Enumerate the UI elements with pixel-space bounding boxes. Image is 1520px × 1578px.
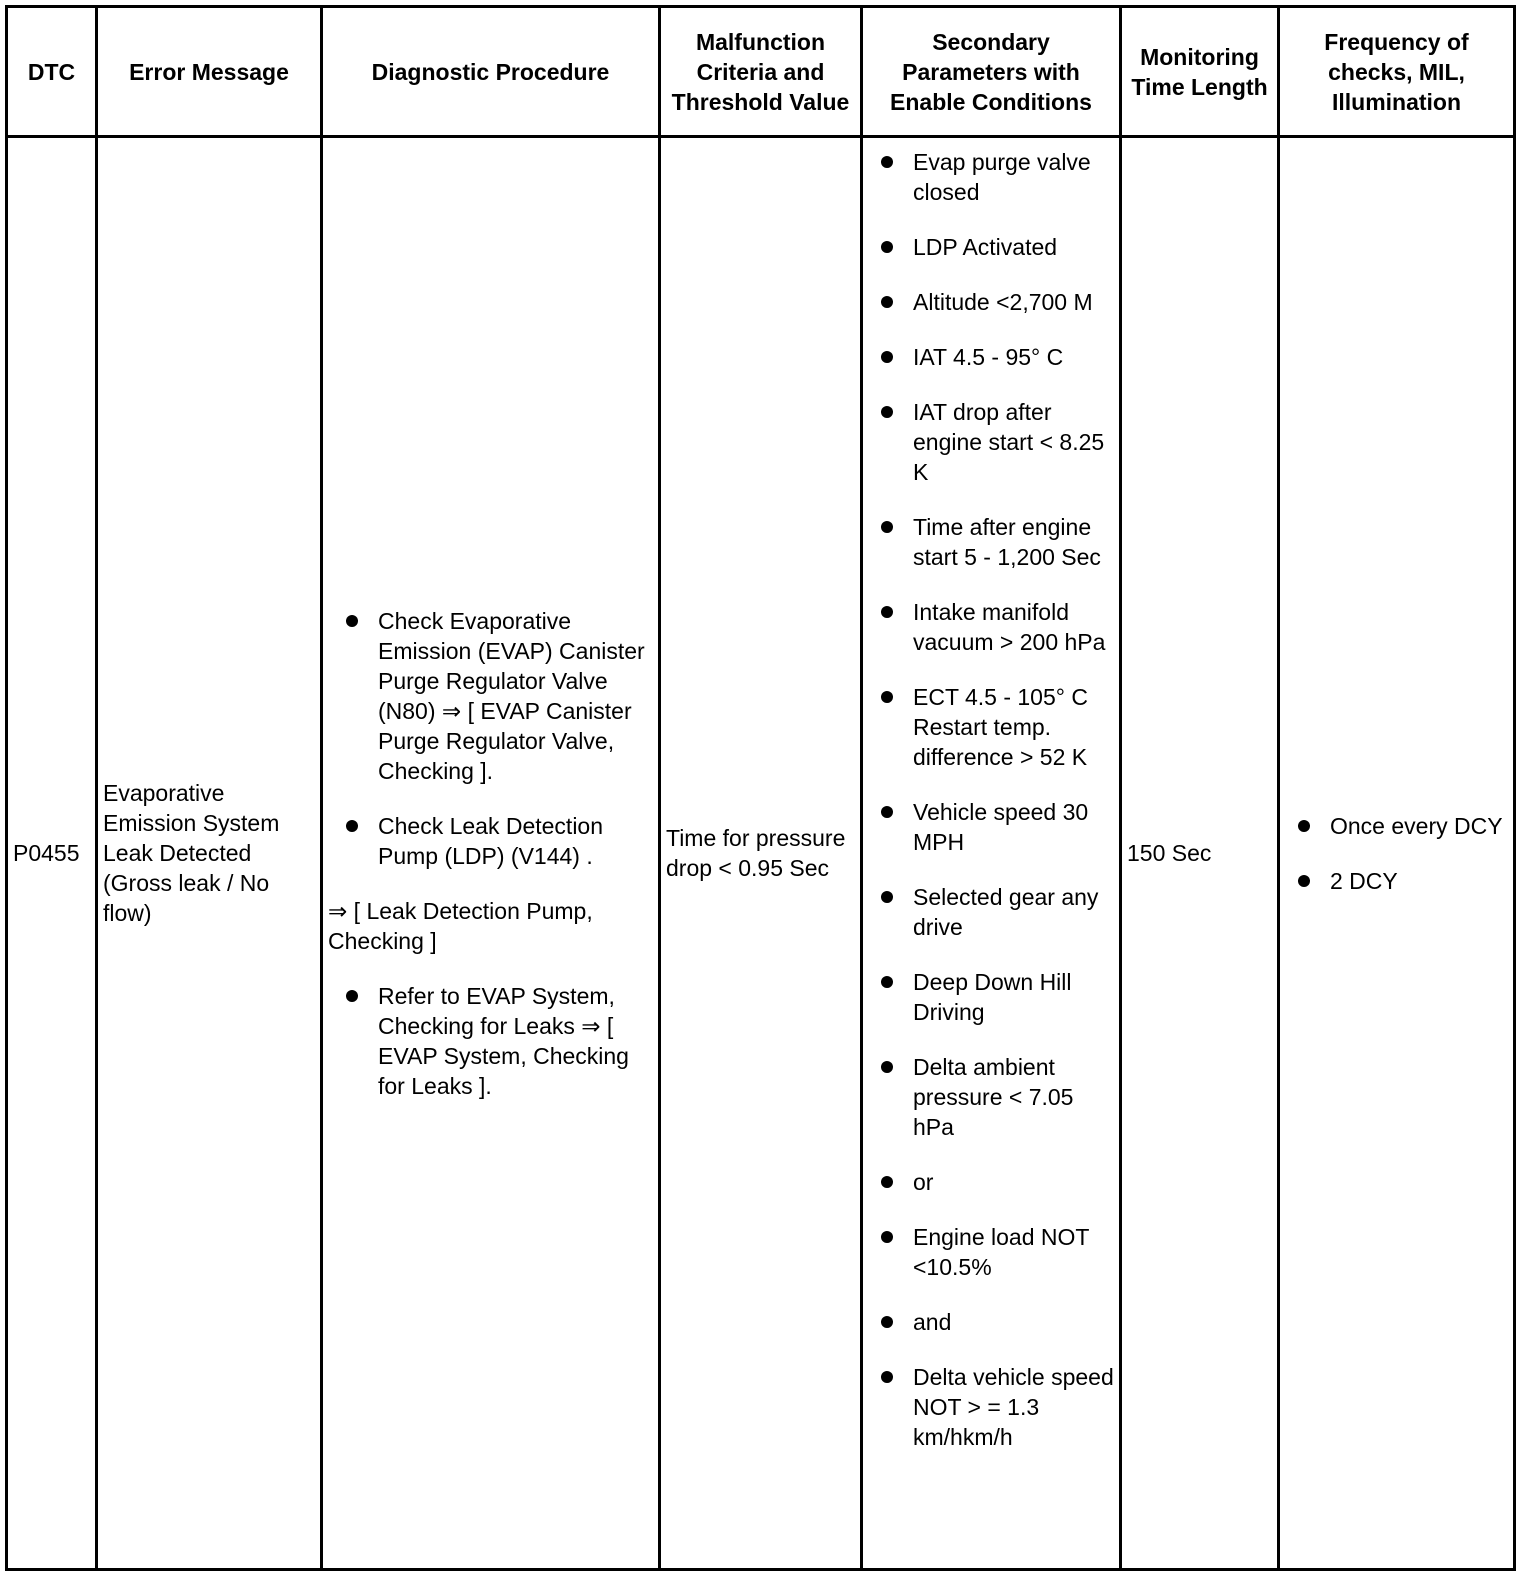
list-item: ECT 4.5 - 105° C Restart temp. difference > 52 K (863, 682, 1119, 772)
frequency-list (1280, 811, 1513, 896)
procedure-item: Check Leak Detection Pump (LDP) (V144) . (328, 811, 653, 871)
cell-diagnostic-procedure (322, 137, 660, 1570)
list-item: Engine load NOT <10.5% (863, 1222, 1119, 1282)
secondary-parameters-list (863, 147, 1119, 1452)
procedure-list-a (328, 606, 653, 871)
monitoring-time-text: 150 Sec (1127, 840, 1212, 866)
header-secondary-parameters: Secondary Parameters with Enable Conditions (862, 7, 1121, 137)
error-message-text: Evaporative Emission System Leak Detected (Gross leak / No flow) (103, 780, 280, 926)
procedure-item: Check Evaporative Emission (EVAP) Canister Purge Regulator Valve (N80) ⇒ [ EVAP Canister Purge Regulator Valve, Checking ]. (328, 606, 653, 786)
list-item: Time after engine start 5 - 1,200 Sec (863, 512, 1119, 572)
dtc-table (5, 5, 1516, 1571)
procedure-note: ⇒ [ Leak Detection Pump, Checking ] (328, 897, 593, 954)
header-monitoring-time: Monitoring Time Length (1121, 7, 1279, 137)
procedure-list-b (328, 981, 653, 1101)
header-row (7, 7, 1515, 137)
procedure-item: Refer to EVAP System, Checking for Leaks ⇒ [ EVAP System, Checking for Leaks ]. (328, 981, 653, 1101)
list-item: and (863, 1307, 1119, 1337)
cell-malfunction-criteria (660, 137, 862, 1570)
diagnostic-procedure-content (323, 606, 658, 1101)
header-dtc: DTC (7, 7, 97, 137)
list-item: Evap purge valve closed (863, 147, 1119, 207)
cell-secondary-parameters (862, 137, 1121, 1570)
list-item: Vehicle speed 30 MPH (863, 797, 1119, 857)
list-item: Delta vehicle speed NOT > = 1.3 km/hkm/h (863, 1362, 1119, 1452)
list-item: Intake manifold vacuum > 200 hPa (863, 597, 1119, 657)
cell-monitoring-time (1121, 137, 1279, 1570)
dtc-code: P0455 (13, 840, 80, 866)
cell-frequency (1279, 137, 1515, 1570)
list-item: LDP Activated (863, 232, 1119, 262)
header-malfunction-criteria: Malfunction Criteria and Threshold Value (660, 7, 862, 137)
table-body (7, 137, 1515, 1570)
list-item: Deep Down Hill Driving (863, 967, 1119, 1027)
list-item: IAT drop after engine start < 8.25 K (863, 397, 1119, 487)
list-item: 2 DCY (1280, 866, 1513, 896)
cell-error-message (97, 137, 322, 1570)
cell-dtc (7, 137, 97, 1570)
malfunction-criteria-text: Time for pressure drop < 0.95 Sec (666, 825, 846, 881)
table-header (7, 7, 1515, 137)
table-row (7, 137, 1515, 1570)
header-error-message: Error Message (97, 7, 322, 137)
list-item: or (863, 1167, 1119, 1197)
list-item: Selected gear any drive (863, 882, 1119, 942)
list-item: Altitude <2,700 M (863, 287, 1119, 317)
list-item: Delta ambient pressure < 7.05 hPa (863, 1052, 1119, 1142)
header-diagnostic-procedure: Diagnostic Procedure (322, 7, 660, 137)
header-frequency: Frequency of checks, MIL, Illumination (1279, 7, 1515, 137)
list-item: IAT 4.5 - 95° C (863, 342, 1119, 372)
list-item: Once every DCY (1280, 811, 1513, 841)
